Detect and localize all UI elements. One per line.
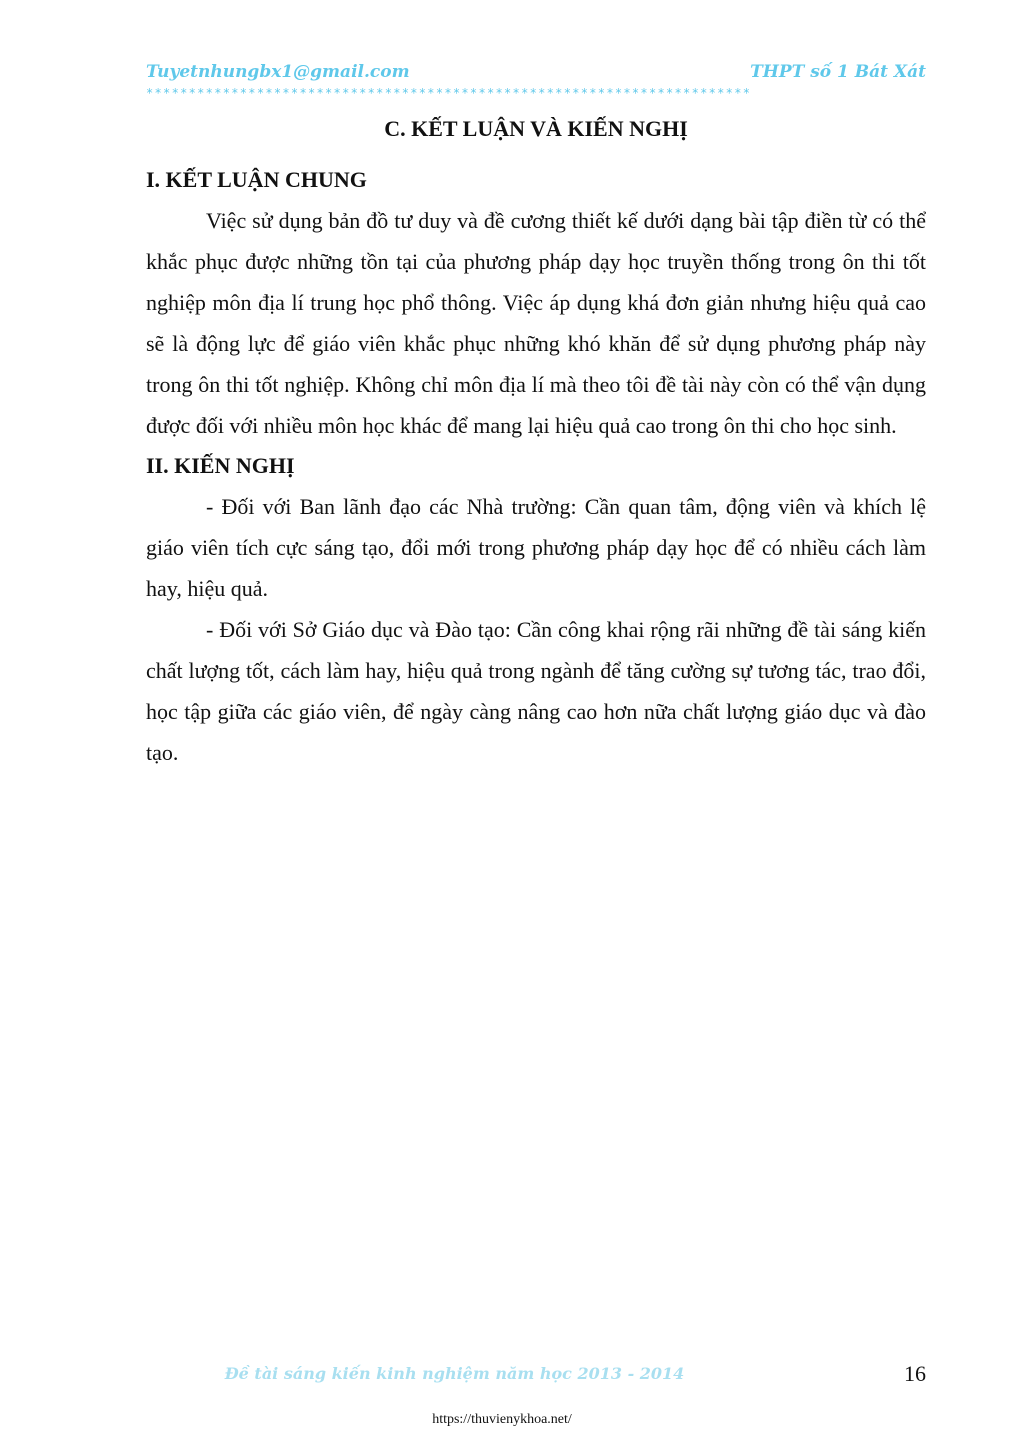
heading-conclusion: I. KẾT LUẬN CHUNG	[146, 167, 367, 192]
section-title: C. KẾT LUẬN VÀ KIẾN NGHỊ	[384, 116, 688, 141]
recommendation-paragraph-school: - Đối với Ban lãnh đạo các Nhà trường: Cần quan tâm, động viên và khích lệ giáo viên tích cực sáng tạo, đổi mới trong phương pháp dạy học để có nhiều cách làm hay, hiệu quả.	[146, 494, 926, 601]
footer-note: Đề tài sáng kiến kinh nghiệm năm học 2013 - 2014	[224, 1364, 685, 1383]
heading-recommendations: II. KIẾN NGHỊ	[146, 453, 295, 478]
source-url: https://thuvienykhoa.net/	[432, 1412, 572, 1427]
page-body	[146, 110, 926, 773]
page-number: 16	[904, 1361, 926, 1386]
page-header	[146, 62, 926, 88]
header-star-divider: ***********************************************************************	[146, 86, 752, 100]
conclusion-paragraph: Việc sử dụng bản đồ tư duy và đề cương thiết kế dưới dạng bài tập điền từ có thể khắc phục được những tồn tại của phương pháp dạy học truyền thống trong ôn thi tốt nghiệp môn địa lí trung học phổ thông. Việc áp dụng khá đơn giản nhưng hiệu quả cao sẽ là động lực để giáo viên khắc phục những khó khăn để sử dụng phương pháp này trong ôn thi tốt nghiệp. Không chỉ môn địa lí mà theo tôi đề tài này còn có thể vận dụng được đối với nhiều môn học khác để mang lại hiệu quả cao trong ôn thi cho học sinh.	[146, 208, 926, 438]
header-email: Tuyetnhungbx1@gmail.com	[146, 62, 410, 82]
recommendation-paragraph-department: - Đối với Sở Giáo dục và Đào tạo: Cần công khai rộng rãi những đề tài sáng kiến chất lượng tốt, cách làm hay, hiệu quả trong ngành để tăng cường sự tương tác, trao đổi, học tập giữa các giáo viên, để ngày càng nâng cao hơn nữa chất lượng giáo dục và đào tạo.	[146, 617, 926, 765]
header-school: THPT số 1 Bát Xát	[750, 62, 926, 82]
